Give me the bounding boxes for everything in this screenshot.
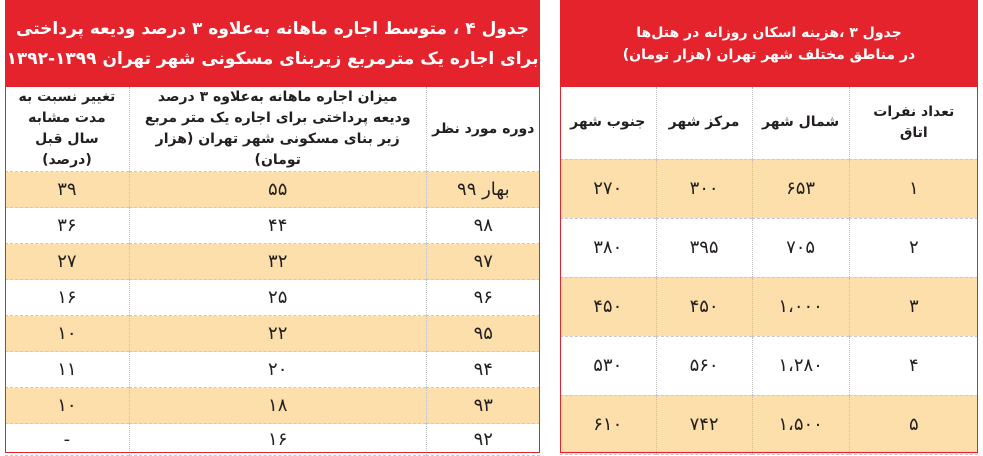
hotel-table-title-line1: جدول ۳ ،هزینه اسکان روزانه در هتل‌ها (636, 24, 902, 41)
cell-center: ۳۹۵ (656, 218, 752, 277)
header-change: تغییر نسبت به مدت مشابه سال قبل (درصد) (5, 87, 129, 172)
cell-rent: ۴۴ (129, 208, 426, 244)
header-period: دوره مورد نظر (426, 87, 540, 172)
cell-center: ۳۰۰ (656, 159, 752, 218)
rent-table-title-line1: جدول ۴ ، متوسط اجاره ماهانه به‌علاوه ۳ درصد ودیعه پرداختی (16, 18, 529, 39)
cell-period: بهار ۹۹ (426, 172, 540, 208)
table-row (5, 388, 540, 424)
cell-change: ۳۶ (5, 208, 129, 244)
hotel-table (560, 0, 978, 455)
cell-rent: ۲۲ (129, 316, 426, 352)
cell-rent: ۱۸ (129, 388, 426, 424)
cell-persons: ۵ (849, 395, 978, 454)
cell-change: ۳۹ (5, 172, 129, 208)
cell-period: ۹۶ (426, 280, 540, 316)
cell-persons: ۲ (849, 218, 978, 277)
rent-table-title-line2: برای اجاره یک مترمربع زیربنای مسکونی شهر تهران ۱۳۹۹-۱۳۹۲ (6, 48, 539, 69)
header-south: جنوب شهر (560, 87, 656, 159)
table-row (560, 159, 978, 218)
table-row (5, 352, 540, 388)
cell-north: ۱،۵۰۰ (752, 395, 849, 454)
cell-change: ۱۰ (5, 316, 129, 352)
cell-period: ۹۵ (426, 316, 540, 352)
table-row (5, 280, 540, 316)
hotel-table-title-row (560, 0, 978, 87)
hotel-table-title-line2: در مناطق مختلف شهر تهران (هزار تومان) (622, 46, 916, 63)
cell-south: ۴۵۰ (560, 277, 656, 336)
cell-center: ۴۵۰ (656, 277, 752, 336)
hotel-table-header-row (560, 87, 978, 159)
cell-period: ۹۳ (426, 388, 540, 424)
header-north: شمال شهر (752, 87, 849, 159)
cell-rent: ۱۶ (129, 424, 426, 456)
cell-persons: ۳ (849, 277, 978, 336)
cell-north: ۷۰۵ (752, 218, 849, 277)
table-row (5, 316, 540, 352)
cell-period: ۹۴ (426, 352, 540, 388)
hotel-table-title (560, 0, 978, 87)
header-rent: میزان اجاره ماهانه به‌علاوه ۳ درصد ودیعه پرداختی برای اجاره یک متر مربع زیر بنای مسکونی شهر تهران (هزار تومان) (129, 87, 426, 172)
cell-period: ۹۷ (426, 244, 540, 280)
cell-south: ۵۳۰ (560, 336, 656, 395)
cell-rent: ۲۵ (129, 280, 426, 316)
table-row (5, 208, 540, 244)
cell-center: ۷۴۲ (656, 395, 752, 454)
cell-rent: ۲۰ (129, 352, 426, 388)
cell-persons: ۱ (849, 159, 978, 218)
cell-rent: ۵۵ (129, 172, 426, 208)
rent-table (5, 0, 540, 456)
cell-north: ۱،۲۸۰ (752, 336, 849, 395)
table-row (560, 218, 978, 277)
cell-north: ۱،۰۰۰ (752, 277, 849, 336)
cell-period: ۹۸ (426, 208, 540, 244)
header-center: مرکز شهر (656, 87, 752, 159)
cell-north: ۶۵۳ (752, 159, 849, 218)
cell-persons: ۴ (849, 336, 978, 395)
cell-south: ۳۸۰ (560, 218, 656, 277)
cell-south: ۶۱۰ (560, 395, 656, 454)
cell-change: ۱۰ (5, 388, 129, 424)
header-persons: تعداد نفرات اتاق (849, 87, 978, 159)
cell-period: ۹۲ (426, 424, 540, 456)
cell-center: ۵۶۰ (656, 336, 752, 395)
cell-change: ۱۶ (5, 280, 129, 316)
table-row (560, 395, 978, 454)
rent-table-header-row (5, 87, 540, 172)
rent-table-title-row (5, 0, 540, 87)
cell-south: ۲۷۰ (560, 159, 656, 218)
table-row (560, 277, 978, 336)
cell-change: - (5, 424, 129, 456)
cell-change: ۱۱ (5, 352, 129, 388)
table-row (5, 244, 540, 280)
cell-change: ۲۷ (5, 244, 129, 280)
table-row (5, 172, 540, 208)
rent-table-title (5, 0, 540, 87)
table-row (5, 424, 540, 456)
cell-rent: ۳۲ (129, 244, 426, 280)
table-row (560, 336, 978, 395)
